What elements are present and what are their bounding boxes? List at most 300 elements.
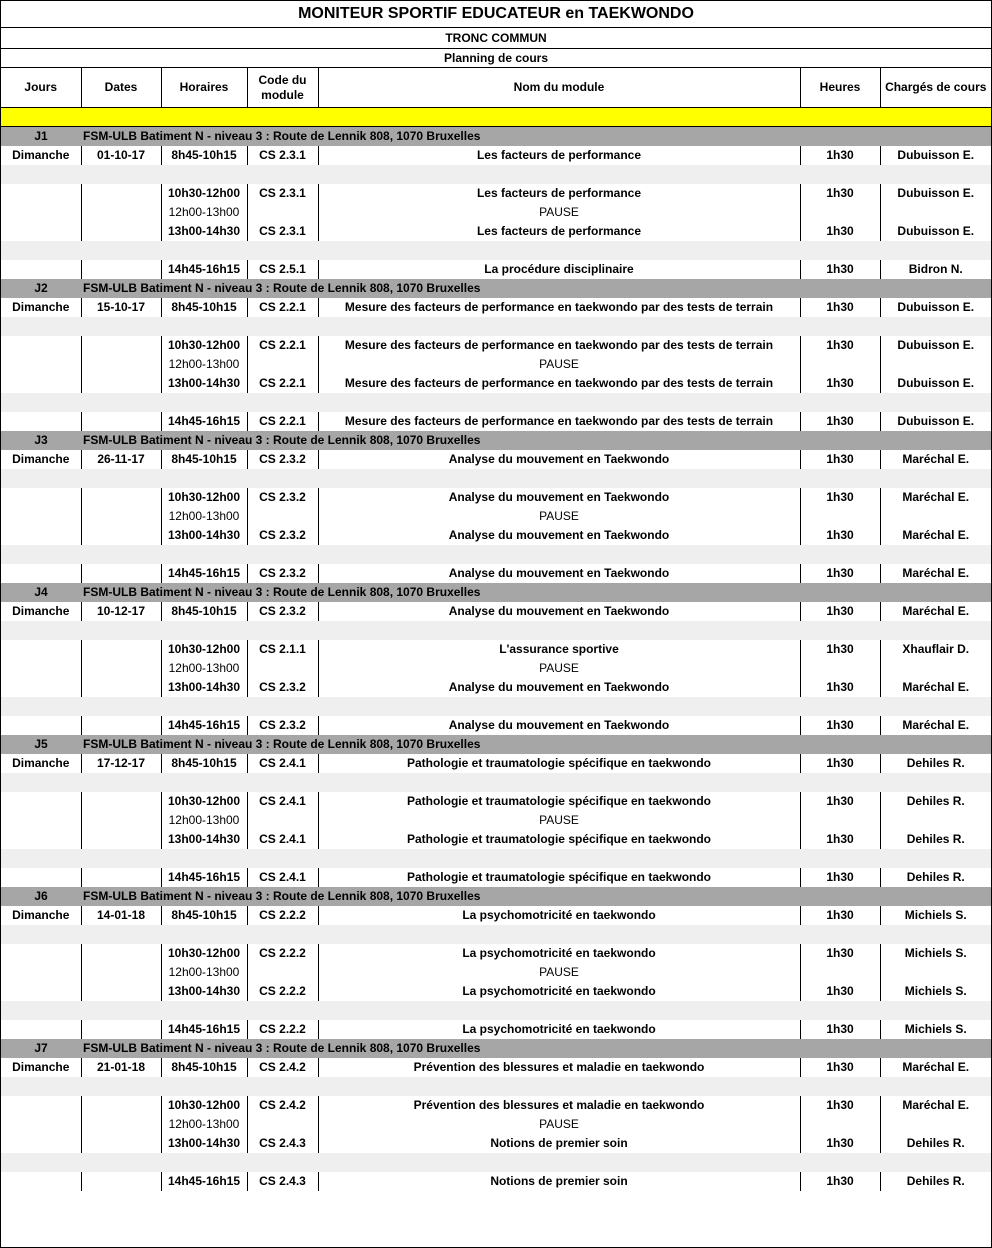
teacher-cell — [880, 355, 991, 374]
header-heures: Heures — [800, 68, 880, 108]
day-name-cell — [1, 564, 81, 583]
day-name-cell — [1, 830, 81, 849]
teacher-cell — [880, 203, 991, 222]
spacer-row — [1, 925, 991, 944]
spacer-row — [1, 1077, 991, 1096]
hours-cell: 1h30 — [800, 944, 880, 963]
date-cell — [81, 203, 161, 222]
date-cell — [81, 412, 161, 431]
code-cell: CS 2.1.1 — [247, 640, 318, 659]
module-cell: PAUSE — [318, 1115, 800, 1134]
code-cell — [247, 811, 318, 830]
spacer-row — [1, 1001, 991, 1020]
session-row — [1, 1096, 991, 1115]
day-name-cell — [1, 811, 81, 830]
day-name-cell — [1, 1020, 81, 1039]
header-code: Code du module — [247, 68, 318, 108]
spacer-row — [1, 469, 991, 488]
hours-cell: 1h30 — [800, 298, 880, 317]
day-location: FSM-ULB Batiment N - niveau 3 : Route de Lennik 808, 1070 Bruxelles — [81, 431, 991, 450]
pause-row — [1, 355, 991, 374]
hours-cell: 1h30 — [800, 792, 880, 811]
module-cell: PAUSE — [318, 203, 800, 222]
date-cell — [81, 222, 161, 241]
hours-cell: 1h30 — [800, 1134, 880, 1153]
spacer-row — [1, 545, 991, 564]
spacer-row — [1, 773, 991, 792]
hours-cell — [800, 507, 880, 526]
hours-cell: 1h30 — [800, 184, 880, 203]
code-cell: CS 2.3.2 — [247, 678, 318, 697]
date-cell — [81, 1172, 161, 1191]
pause-row — [1, 203, 991, 222]
session-row — [1, 602, 991, 621]
teacher-cell: Maréchal E. — [880, 716, 991, 735]
teacher-cell: Dubuisson E. — [880, 374, 991, 393]
pause-row — [1, 811, 991, 830]
day-name-cell — [1, 1172, 81, 1191]
module-cell: Analyse du mouvement en Taekwondo — [318, 678, 800, 697]
code-cell: CS 2.2.1 — [247, 298, 318, 317]
time-cell: 8h45-10h15 — [161, 602, 247, 621]
code-cell: CS 2.3.2 — [247, 488, 318, 507]
day-label: J2 — [1, 279, 81, 298]
day-name-cell — [1, 526, 81, 545]
code-cell — [247, 203, 318, 222]
page-subtitle: TRONC COMMUN — [1, 28, 991, 49]
teacher-cell: Maréchal E. — [880, 488, 991, 507]
module-cell: PAUSE — [318, 507, 800, 526]
hours-cell: 1h30 — [800, 564, 880, 583]
session-row — [1, 260, 991, 279]
module-cell: La psychomotricité en taekwondo — [318, 944, 800, 963]
day-label: J1 — [1, 127, 81, 147]
time-cell: 8h45-10h15 — [161, 146, 247, 165]
session-row — [1, 906, 991, 925]
session-row — [1, 412, 991, 431]
day-location: FSM-ULB Batiment N - niveau 3 : Route de Lennik 808, 1070 Bruxelles — [81, 1039, 991, 1058]
spacer-row — [1, 165, 991, 184]
date-cell — [81, 868, 161, 887]
hours-cell: 1h30 — [800, 830, 880, 849]
code-cell — [247, 659, 318, 678]
time-cell: 8h45-10h15 — [161, 1058, 247, 1077]
day-name-cell — [1, 659, 81, 678]
date-cell — [81, 336, 161, 355]
date-cell — [81, 811, 161, 830]
module-cell: Analyse du mouvement en Taekwondo — [318, 564, 800, 583]
hours-cell: 1h30 — [800, 1020, 880, 1039]
date-cell — [81, 1134, 161, 1153]
module-cell: La psychomotricité en taekwondo — [318, 906, 800, 925]
schedule-table — [1, 68, 991, 1191]
date-cell — [81, 1115, 161, 1134]
session-row — [1, 298, 991, 317]
date-cell — [81, 1096, 161, 1115]
day-name-cell — [1, 792, 81, 811]
header-dates: Dates — [81, 68, 161, 108]
day-location: FSM-ULB Batiment N - niveau 3 : Route de Lennik 808, 1070 Bruxelles — [81, 279, 991, 298]
day-name-cell — [1, 184, 81, 203]
hours-cell — [800, 1115, 880, 1134]
date-cell — [81, 830, 161, 849]
day-name-cell — [1, 203, 81, 222]
hours-cell — [800, 203, 880, 222]
time-cell: 12h00-13h00 — [161, 203, 247, 222]
hours-cell: 1h30 — [800, 678, 880, 697]
time-cell: 10h30-12h00 — [161, 792, 247, 811]
date-cell — [81, 640, 161, 659]
module-cell: La procédure disciplinaire — [318, 260, 800, 279]
teacher-cell: Xhauflair D. — [880, 640, 991, 659]
teacher-cell — [880, 507, 991, 526]
day-label: J3 — [1, 431, 81, 450]
module-cell: Analyse du mouvement en Taekwondo — [318, 488, 800, 507]
time-cell: 8h45-10h15 — [161, 450, 247, 469]
day-header-row — [1, 127, 991, 147]
spacer-row — [1, 393, 991, 412]
header-charges: Chargés de cours — [880, 68, 991, 108]
code-cell — [247, 963, 318, 982]
spacer-row — [1, 697, 991, 716]
code-cell: CS 2.2.1 — [247, 336, 318, 355]
session-row — [1, 1020, 991, 1039]
hours-cell: 1h30 — [800, 412, 880, 431]
hours-cell: 1h30 — [800, 1058, 880, 1077]
module-cell: Pathologie et traumatologie spécifique en taekwondo — [318, 754, 800, 773]
time-cell: 13h00-14h30 — [161, 982, 247, 1001]
hours-cell: 1h30 — [800, 1096, 880, 1115]
day-header-row — [1, 887, 991, 906]
date-cell — [81, 678, 161, 697]
day-name-cell — [1, 507, 81, 526]
hours-cell: 1h30 — [800, 488, 880, 507]
module-cell: Mesure des facteurs de performance en taekwondo par des tests de terrain — [318, 374, 800, 393]
code-cell: CS 2.2.1 — [247, 374, 318, 393]
code-cell: CS 2.4.3 — [247, 1172, 318, 1191]
time-cell: 8h45-10h15 — [161, 298, 247, 317]
day-label: J5 — [1, 735, 81, 754]
day-location: FSM-ULB Batiment N - niveau 3 : Route de Lennik 808, 1070 Bruxelles — [81, 887, 991, 906]
date-cell — [81, 507, 161, 526]
teacher-cell: Dubuisson E. — [880, 222, 991, 241]
hours-cell: 1h30 — [800, 450, 880, 469]
module-cell: Analyse du mouvement en Taekwondo — [318, 450, 800, 469]
day-location: FSM-ULB Batiment N - niveau 3 : Route de Lennik 808, 1070 Bruxelles — [81, 127, 991, 147]
code-cell: CS 2.4.1 — [247, 830, 318, 849]
time-cell: 14h45-16h15 — [161, 1020, 247, 1039]
spacer-row — [1, 241, 991, 260]
day-header-row — [1, 583, 991, 602]
time-cell: 14h45-16h15 — [161, 868, 247, 887]
code-cell: CS 2.4.3 — [247, 1134, 318, 1153]
module-cell: PAUSE — [318, 355, 800, 374]
module-cell: PAUSE — [318, 963, 800, 982]
teacher-cell — [880, 659, 991, 678]
day-header-row — [1, 1039, 991, 1058]
module-cell: Analyse du mouvement en Taekwondo — [318, 602, 800, 621]
day-location: FSM-ULB Batiment N - niveau 3 : Route de Lennik 808, 1070 Bruxelles — [81, 735, 991, 754]
module-cell: Les facteurs de performance — [318, 184, 800, 203]
date-cell — [81, 374, 161, 393]
code-cell — [247, 355, 318, 374]
time-cell: 13h00-14h30 — [161, 222, 247, 241]
time-cell: 14h45-16h15 — [161, 716, 247, 735]
time-cell: 12h00-13h00 — [161, 811, 247, 830]
code-cell: CS 2.4.2 — [247, 1058, 318, 1077]
day-name-cell — [1, 260, 81, 279]
time-cell: 10h30-12h00 — [161, 944, 247, 963]
code-cell: CS 2.4.1 — [247, 754, 318, 773]
teacher-cell: Maréchal E. — [880, 678, 991, 697]
date-cell — [81, 260, 161, 279]
page-subsubtitle: Planning de cours — [1, 49, 991, 68]
day-name-cell — [1, 336, 81, 355]
teacher-cell: Dubuisson E. — [880, 336, 991, 355]
date-cell — [81, 982, 161, 1001]
code-cell: CS 2.3.1 — [247, 146, 318, 165]
code-cell: CS 2.2.1 — [247, 412, 318, 431]
day-label: J4 — [1, 583, 81, 602]
day-name-cell — [1, 678, 81, 697]
teacher-cell: Maréchal E. — [880, 1058, 991, 1077]
session-row — [1, 754, 991, 773]
spacer-row — [1, 849, 991, 868]
highlight-band — [1, 108, 991, 127]
time-cell: 12h00-13h00 — [161, 1115, 247, 1134]
module-cell: Prévention des blessures et maladie en taekwondo — [318, 1096, 800, 1115]
code-cell: CS 2.4.1 — [247, 868, 318, 887]
date-cell — [81, 792, 161, 811]
session-row — [1, 222, 991, 241]
time-cell: 12h00-13h00 — [161, 963, 247, 982]
header-module: Nom du module — [318, 68, 800, 108]
date-cell: 15-10-17 — [81, 298, 161, 317]
date-cell — [81, 526, 161, 545]
date-cell — [81, 355, 161, 374]
header-horaires: Horaires — [161, 68, 247, 108]
spacer-row — [1, 317, 991, 336]
hours-cell — [800, 811, 880, 830]
teacher-cell: Dehiles R. — [880, 830, 991, 849]
module-cell: Notions de premier soin — [318, 1134, 800, 1153]
date-cell: 17-12-17 — [81, 754, 161, 773]
module-cell: La psychomotricité en taekwondo — [318, 1020, 800, 1039]
hours-cell: 1h30 — [800, 260, 880, 279]
day-label: J6 — [1, 887, 81, 906]
session-row — [1, 716, 991, 735]
session-row — [1, 336, 991, 355]
date-cell: 14-01-18 — [81, 906, 161, 925]
teacher-cell: Bidron N. — [880, 260, 991, 279]
day-name-cell — [1, 222, 81, 241]
teacher-cell: Dubuisson E. — [880, 298, 991, 317]
hours-cell: 1h30 — [800, 602, 880, 621]
date-cell — [81, 716, 161, 735]
session-row — [1, 374, 991, 393]
module-cell: La psychomotricité en taekwondo — [318, 982, 800, 1001]
day-header-row — [1, 735, 991, 754]
module-cell: Analyse du mouvement en Taekwondo — [318, 716, 800, 735]
hours-cell: 1h30 — [800, 336, 880, 355]
hours-cell: 1h30 — [800, 146, 880, 165]
teacher-cell: Dehiles R. — [880, 868, 991, 887]
teacher-cell: Dubuisson E. — [880, 412, 991, 431]
date-cell: 01-10-17 — [81, 146, 161, 165]
day-name-cell — [1, 1115, 81, 1134]
code-cell: CS 2.3.2 — [247, 526, 318, 545]
session-row — [1, 1172, 991, 1191]
session-row — [1, 830, 991, 849]
hours-cell: 1h30 — [800, 640, 880, 659]
hours-cell — [800, 659, 880, 678]
time-cell: 10h30-12h00 — [161, 184, 247, 203]
code-cell: CS 2.2.2 — [247, 982, 318, 1001]
teacher-cell — [880, 1115, 991, 1134]
session-row — [1, 1058, 991, 1077]
spacer-row — [1, 1153, 991, 1172]
time-cell: 13h00-14h30 — [161, 830, 247, 849]
day-name-cell: Dimanche — [1, 602, 81, 621]
time-cell: 12h00-13h00 — [161, 355, 247, 374]
module-cell: Pathologie et traumatologie spécifique en taekwondo — [318, 792, 800, 811]
pause-row — [1, 963, 991, 982]
teacher-cell: Dubuisson E. — [880, 146, 991, 165]
code-cell: CS 2.3.2 — [247, 450, 318, 469]
module-cell: PAUSE — [318, 659, 800, 678]
module-cell: Pathologie et traumatologie spécifique en taekwondo — [318, 830, 800, 849]
module-cell: Prévention des blessures et maladie en taekwondo — [318, 1058, 800, 1077]
time-cell: 10h30-12h00 — [161, 488, 247, 507]
session-row — [1, 564, 991, 583]
day-name-cell — [1, 412, 81, 431]
code-cell: CS 2.3.2 — [247, 564, 318, 583]
session-row — [1, 1134, 991, 1153]
time-cell: 13h00-14h30 — [161, 526, 247, 545]
teacher-cell: Michiels S. — [880, 944, 991, 963]
day-name-cell — [1, 640, 81, 659]
module-cell: Les facteurs de performance — [318, 222, 800, 241]
day-name-cell — [1, 488, 81, 507]
day-name-cell — [1, 1096, 81, 1115]
code-cell: CS 2.5.1 — [247, 260, 318, 279]
session-row — [1, 488, 991, 507]
hours-cell: 1h30 — [800, 374, 880, 393]
date-cell: 10-12-17 — [81, 602, 161, 621]
time-cell: 10h30-12h00 — [161, 1096, 247, 1115]
code-cell: CS 2.2.2 — [247, 906, 318, 925]
teacher-cell: Michiels S. — [880, 982, 991, 1001]
time-cell: 10h30-12h00 — [161, 336, 247, 355]
code-cell — [247, 1115, 318, 1134]
pause-row — [1, 659, 991, 678]
date-cell — [81, 1020, 161, 1039]
hours-cell — [800, 355, 880, 374]
date-cell — [81, 488, 161, 507]
day-location: FSM-ULB Batiment N - niveau 3 : Route de Lennik 808, 1070 Bruxelles — [81, 583, 991, 602]
session-row — [1, 450, 991, 469]
teacher-cell: Maréchal E. — [880, 602, 991, 621]
time-cell: 14h45-16h15 — [161, 260, 247, 279]
module-cell: Analyse du mouvement en Taekwondo — [318, 526, 800, 545]
time-cell: 13h00-14h30 — [161, 374, 247, 393]
time-cell: 14h45-16h15 — [161, 1172, 247, 1191]
day-name-cell: Dimanche — [1, 754, 81, 773]
time-cell: 10h30-12h00 — [161, 640, 247, 659]
day-name-cell — [1, 868, 81, 887]
header-jours: Jours — [1, 68, 81, 108]
teacher-cell: Michiels S. — [880, 1020, 991, 1039]
day-name-cell — [1, 982, 81, 1001]
teacher-cell: Dehiles R. — [880, 754, 991, 773]
date-cell: 21-01-18 — [81, 1058, 161, 1077]
module-cell: Pathologie et traumatologie spécifique en taekwondo — [318, 868, 800, 887]
date-cell — [81, 184, 161, 203]
teacher-cell: Maréchal E. — [880, 564, 991, 583]
day-name-cell — [1, 944, 81, 963]
time-cell: 8h45-10h15 — [161, 906, 247, 925]
module-cell: Notions de premier soin — [318, 1172, 800, 1191]
hours-cell: 1h30 — [800, 222, 880, 241]
hours-cell: 1h30 — [800, 1172, 880, 1191]
time-cell: 8h45-10h15 — [161, 754, 247, 773]
hours-cell: 1h30 — [800, 754, 880, 773]
session-row — [1, 868, 991, 887]
code-cell: CS 2.3.2 — [247, 716, 318, 735]
session-row — [1, 792, 991, 811]
session-row — [1, 184, 991, 203]
teacher-cell: Dubuisson E. — [880, 184, 991, 203]
code-cell: CS 2.2.2 — [247, 944, 318, 963]
hours-cell: 1h30 — [800, 526, 880, 545]
hours-cell: 1h30 — [800, 716, 880, 735]
day-name-cell — [1, 374, 81, 393]
date-cell: 26-11-17 — [81, 450, 161, 469]
time-cell: 14h45-16h15 — [161, 412, 247, 431]
module-cell: Mesure des facteurs de performance en taekwondo par des tests de terrain — [318, 298, 800, 317]
time-cell: 12h00-13h00 — [161, 659, 247, 678]
pause-row — [1, 1115, 991, 1134]
teacher-cell: Dehiles R. — [880, 792, 991, 811]
time-cell: 13h00-14h30 — [161, 1134, 247, 1153]
time-cell: 13h00-14h30 — [161, 678, 247, 697]
spacer-row — [1, 621, 991, 640]
date-cell — [81, 963, 161, 982]
teacher-cell: Maréchal E. — [880, 1096, 991, 1115]
teacher-cell: Dehiles R. — [880, 1134, 991, 1153]
pause-row — [1, 507, 991, 526]
session-row — [1, 146, 991, 165]
module-cell: Mesure des facteurs de performance en taekwondo par des tests de terrain — [318, 336, 800, 355]
date-cell — [81, 564, 161, 583]
time-cell: 12h00-13h00 — [161, 507, 247, 526]
code-cell: CS 2.4.2 — [247, 1096, 318, 1115]
page-title: MONITEUR SPORTIF EDUCATEUR en TAEKWONDO — [1, 1, 991, 28]
code-cell: CS 2.3.1 — [247, 184, 318, 203]
hours-cell: 1h30 — [800, 868, 880, 887]
session-row — [1, 526, 991, 545]
module-cell: Mesure des facteurs de performance en taekwondo par des tests de terrain — [318, 412, 800, 431]
time-cell: 14h45-16h15 — [161, 564, 247, 583]
day-name-cell — [1, 355, 81, 374]
hours-cell: 1h30 — [800, 906, 880, 925]
session-row — [1, 678, 991, 697]
module-cell: Les facteurs de performance — [318, 146, 800, 165]
code-cell: CS 2.2.2 — [247, 1020, 318, 1039]
code-cell — [247, 507, 318, 526]
teacher-cell: Dehiles R. — [880, 1172, 991, 1191]
session-row — [1, 944, 991, 963]
